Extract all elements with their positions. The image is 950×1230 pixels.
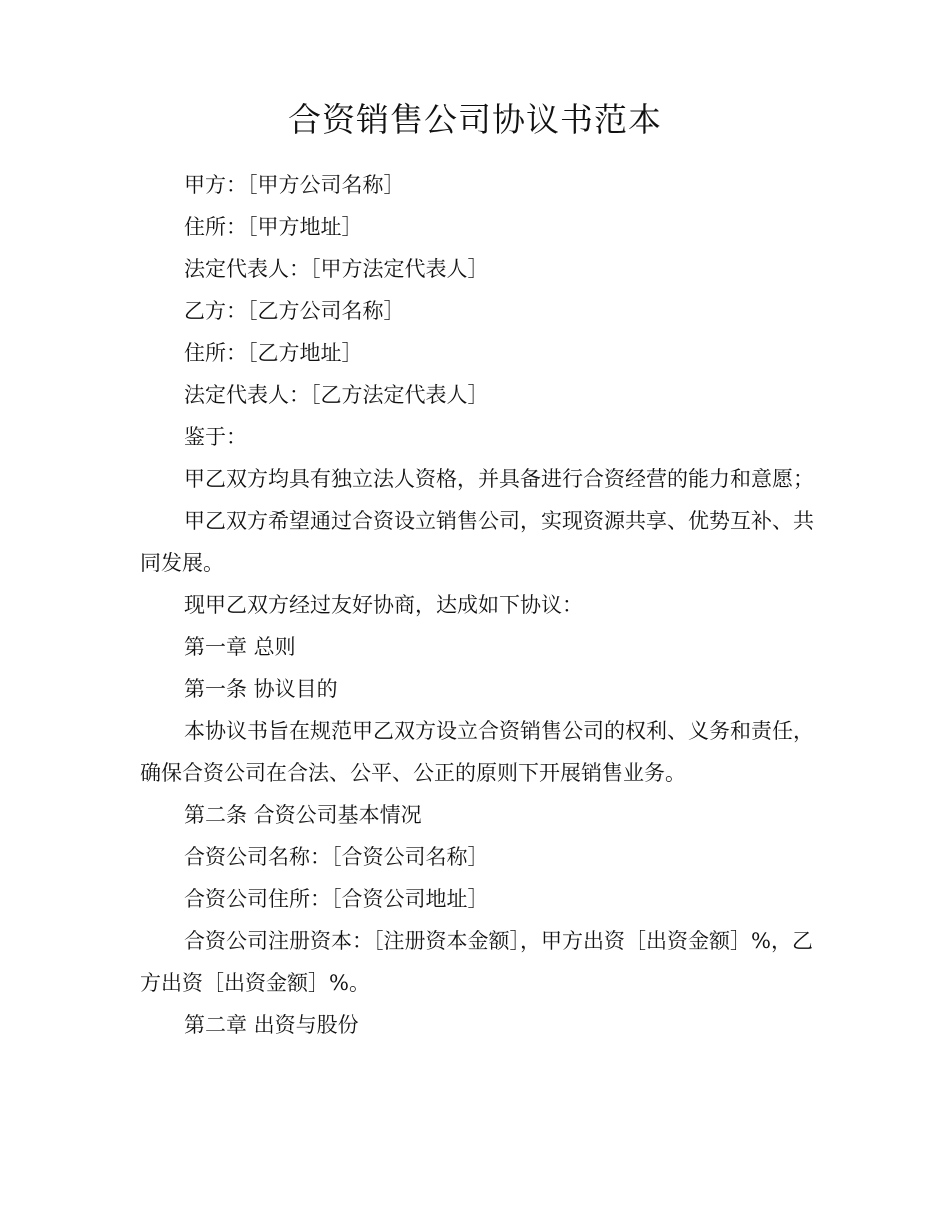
party-b-address: 住所：［乙方地址］ xyxy=(184,341,363,365)
document-body xyxy=(140,164,830,1046)
party-a-address: 住所：［甲方地址］ xyxy=(184,215,363,239)
article-2-heading: 第二条 合资公司基本情况 xyxy=(184,803,422,827)
party-b-name: 乙方：［乙方公司名称］ xyxy=(184,299,405,323)
party-a-representative: 法定代表人：［甲方法定代表人］ xyxy=(184,257,489,281)
jv-registered-capital: 合资公司注册资本：［注册资本金额］，甲方出资［出资金额］%，乙方出资［出资金额］%。 xyxy=(140,929,813,995)
party-a-name: 甲方：［甲方公司名称］ xyxy=(184,173,405,197)
chapter-2-heading: 第二章 出资与股份 xyxy=(184,1013,359,1037)
jv-company-name: 合资公司名称：［合资公司名称］ xyxy=(184,845,489,869)
article-1-heading: 第一条 协议目的 xyxy=(184,677,338,701)
document-title: 合资销售公司协议书范本 xyxy=(288,100,662,139)
party-b-representative: 法定代表人：［乙方法定代表人］ xyxy=(184,383,489,407)
whereas-heading: 鉴于： xyxy=(184,425,247,449)
chapter-1-heading: 第一章 总则 xyxy=(184,635,296,659)
whereas-clause-1: 甲乙双方均具有独立法人资格，并具备进行合资经营的能力和意愿； xyxy=(184,467,814,491)
article-1-text: 本协议书旨在规范甲乙双方设立合资销售公司的权利、义务和责任，确保合资公司在合法、公平、公正的原则下开展销售业务。 xyxy=(140,719,814,785)
whereas-clause-2: 甲乙双方希望通过合资设立销售公司，实现资源共享、优势互补、共同发展。 xyxy=(140,509,814,575)
agreement-intro: 现甲乙双方经过友好协商，达成如下协议： xyxy=(184,593,583,617)
jv-company-address: 合资公司住所：［合资公司地址］ xyxy=(184,887,489,911)
